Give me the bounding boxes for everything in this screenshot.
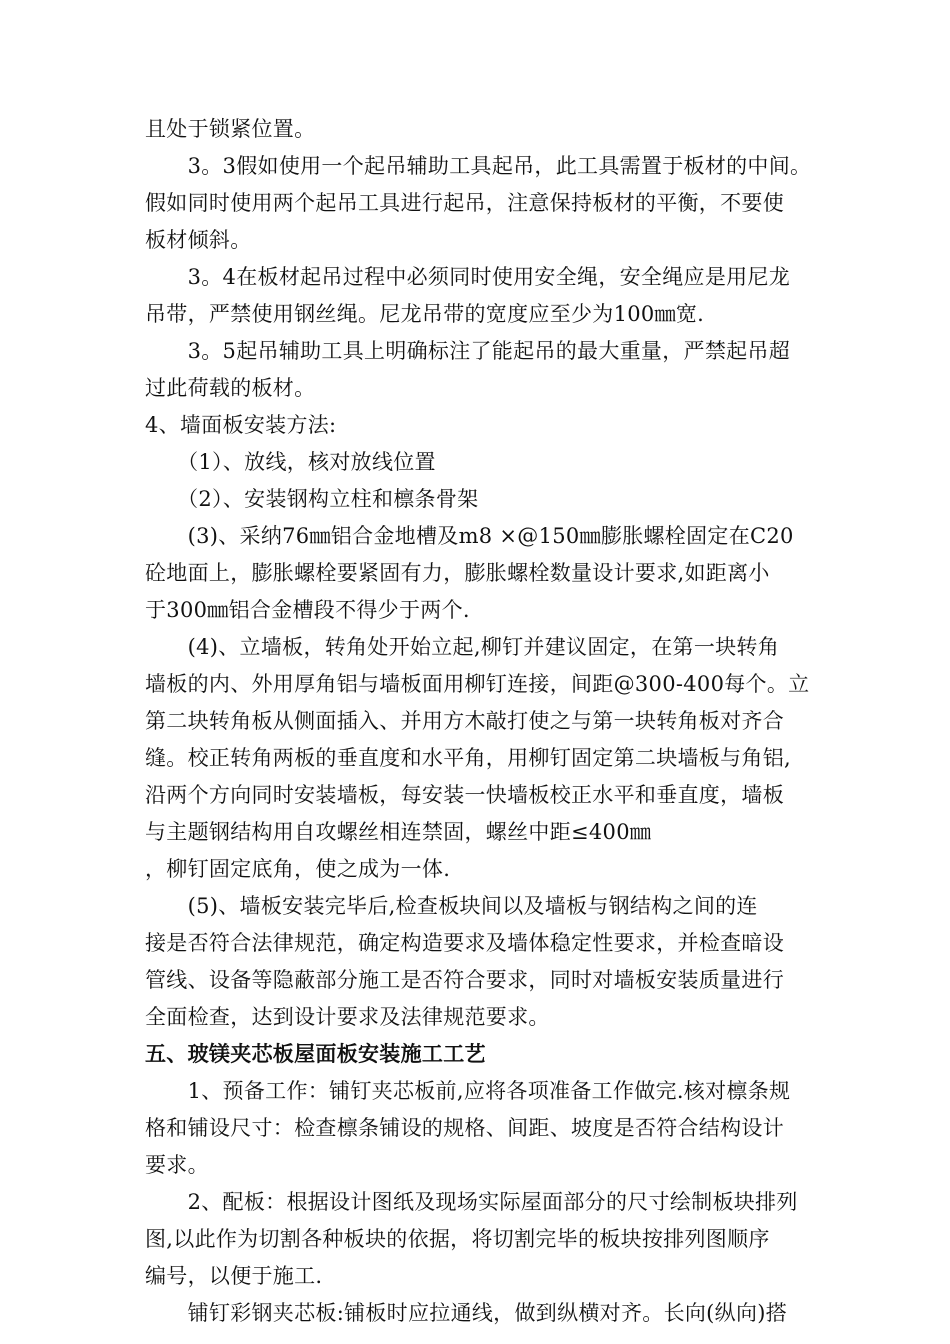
text-line: 与主题钢结构用自攻螺丝相连禁固，螺丝中距≤400㎜ bbox=[145, 820, 652, 844]
text-line: 墙板的内、外用厚角铝与墙板面用柳钉连接，间距@300-400每个。立 bbox=[145, 672, 810, 696]
text-line: 砼地面上，膨胀螺栓要紧固有力，膨胀螺栓数量设计要求,如距离小 bbox=[145, 561, 770, 585]
text-line: 假如同时使用两个起吊工具进行起吊，注意保持板材的平衡，不要使 bbox=[145, 191, 784, 215]
text-line: 格和铺设尺寸：检查檩条铺设的规格、间距、坡度是否符合结构设计 bbox=[145, 1116, 784, 1140]
text-line: 3。4在板材起吊过程中必须同时使用安全绳，安全绳应是用尼龙 bbox=[145, 265, 791, 289]
text-line: ，柳钉固定底角，使之成为一体. bbox=[145, 857, 451, 881]
text-line: 吊带，严禁使用钢丝绳。尼龙吊带的宽度应至少为100㎜宽. bbox=[145, 302, 705, 326]
text-line: 且处于锁紧位置。 bbox=[145, 117, 316, 141]
text-line: 第二块转角板从侧面插入、并用方木敲打使之与第一块转角板对齐合 bbox=[145, 709, 784, 733]
text-line: 编号，以便于施工. bbox=[145, 1264, 323, 1288]
text-line: 图,以此作为切割各种板块的依据，将切割完毕的板块按排列图顺序 bbox=[145, 1227, 770, 1251]
text-line: 铺钉彩钢夹芯板:铺板时应拉通线，做到纵横对齐。长向(纵向)搭 bbox=[145, 1301, 788, 1325]
text-line: 于300㎜铝合金槽段不得少于两个. bbox=[145, 598, 470, 622]
text-line: 全面检查，达到设计要求及法律规范要求。 bbox=[145, 1005, 550, 1029]
text-line: (4)、立墙板，转角处开始立起,柳钉并建议固定，在第一块转角 bbox=[145, 635, 780, 659]
list-item: （1）、放线，核对放线位置 bbox=[145, 450, 436, 474]
text-line: 3。5起吊辅助工具上明确标注了能起吊的最大重量，严禁起吊超 bbox=[145, 339, 791, 363]
text-line: 3。3假如使用一个起吊辅助工具起吊，此工具需置于板材的中间。 bbox=[145, 154, 812, 178]
text-line: 要求。 bbox=[145, 1153, 209, 1177]
text-line: 板材倾斜。 bbox=[145, 228, 252, 252]
text-line: 2、配板：根据设计图纸及现场实际屋面部分的尺寸绘制板块排列 bbox=[145, 1190, 798, 1214]
text-line: 沿两个方向同时安装墙板，每安装一快墙板校正水平和垂直度，墙板 bbox=[145, 783, 784, 807]
section-heading: 五、玻镁夹芯板屋面板安装施工工艺 bbox=[145, 1042, 486, 1066]
text-line: (3)、采纳76㎜铝合金地槽及m8 ×@150㎜膨胀螺栓固定在C20 bbox=[145, 524, 794, 548]
text-line: (5)、墙板安装完毕后,检查板块间以及墙板与钢结构之间的连 bbox=[145, 894, 758, 918]
text-line: 1、预备工作：铺钉夹芯板前,应将各项准备工作做完.核对檩条规 bbox=[145, 1079, 791, 1103]
section-heading: 4、墙面板安装方法: bbox=[145, 413, 337, 437]
text-line: 缝。校正转角两板的垂直度和水平角，用柳钉固定第二块墙板与角铝, bbox=[145, 746, 791, 770]
list-item: （2）、安装钢构立柱和檩条骨架 bbox=[145, 487, 479, 511]
text-line: 管线、设备等隐蔽部分施工是否符合要求，同时对墙板安装质量进行 bbox=[145, 968, 784, 992]
text-line: 接是否符合法律规范，确定构造要求及墙体稳定性要求，并检查暗设 bbox=[145, 931, 784, 955]
text-line: 过此荷载的板材。 bbox=[145, 376, 316, 400]
